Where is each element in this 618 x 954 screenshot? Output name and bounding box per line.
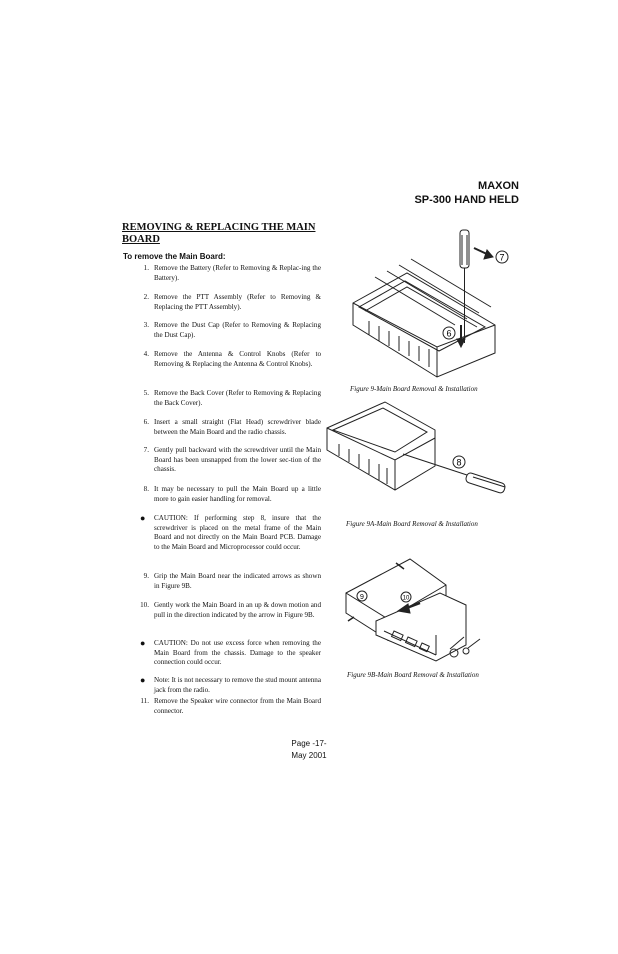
step-text: It may be necessary to pull the Main Board up a little more to gain easier handling for removal. bbox=[154, 485, 321, 503]
step-number: 2. bbox=[143, 293, 149, 301]
step-number: 7. bbox=[143, 446, 149, 454]
figure-9a-drawing bbox=[325, 398, 515, 513]
svg-text:8: 8 bbox=[456, 457, 462, 468]
svg-text:9: 9 bbox=[360, 594, 364, 601]
step-text: Note: It is not necessary to remove the stud mount antenna jack from the radio. bbox=[154, 676, 321, 694]
step-5 bbox=[122, 389, 321, 408]
caution-2 bbox=[122, 639, 321, 668]
figure-9b-drawing bbox=[340, 555, 500, 670]
note bbox=[122, 676, 321, 695]
subheading: To remove the Main Board: bbox=[123, 252, 226, 261]
step-10 bbox=[122, 601, 321, 620]
step-number: 3. bbox=[143, 321, 149, 329]
step-9 bbox=[122, 572, 321, 591]
step-11 bbox=[122, 697, 321, 716]
step-number: 11. bbox=[140, 697, 149, 705]
step-text: Remove the Back Cover (Refer to Removing & Replacing the Back Cover). bbox=[154, 389, 321, 407]
callout-10 bbox=[401, 592, 411, 602]
svg-text:6: 6 bbox=[446, 328, 452, 339]
step-number: 5. bbox=[143, 389, 149, 397]
step-2 bbox=[122, 293, 321, 312]
caution-1 bbox=[122, 514, 321, 552]
bullet-icon: ● bbox=[140, 675, 146, 685]
step-text: Remove the PTT Assembly (Refer to Removing & Replacing the PTT Assembly). bbox=[154, 293, 321, 311]
footer-date: May 2001 bbox=[291, 751, 327, 760]
figure-9a-caption: Figure 9A-Main Board Removal & Installation bbox=[346, 520, 478, 528]
step-7 bbox=[122, 446, 321, 475]
bullet-icon: ● bbox=[140, 638, 146, 648]
step-number: 6. bbox=[143, 418, 149, 426]
callout-6 bbox=[443, 327, 455, 339]
svg-text:10: 10 bbox=[402, 595, 410, 602]
callout-9 bbox=[357, 591, 367, 601]
svg-text:7: 7 bbox=[499, 252, 505, 263]
step-number: 4. bbox=[143, 350, 149, 358]
step-1 bbox=[122, 264, 321, 283]
step-number: 10. bbox=[140, 601, 149, 609]
callout-8 bbox=[453, 456, 465, 468]
footer-page: Page -17- bbox=[291, 739, 327, 748]
step-number: 8. bbox=[143, 485, 149, 493]
header-model: SP-300 HAND HELD bbox=[414, 194, 519, 206]
step-text: Gently pull backward with the screwdriver until the Main Board has been unsnapped from the lower sec-tion of the chassis. bbox=[154, 446, 321, 473]
header-brand: MAXON bbox=[478, 180, 519, 192]
step-text: CAUTION: If performing step 8, insure that the screwdriver is placed on the metal frame of the Main Board and not directly on the Main Board PCB. Damage to the Main Board and Microprocessor could occur. bbox=[154, 514, 321, 551]
step-text: Gently work the Main Board in an up & down motion and pull in the direction indicated by the arrow in Figure 9B. bbox=[154, 601, 321, 619]
step-text: Remove the Speaker wire connector from the Main Board connector. bbox=[154, 697, 321, 715]
bullet-icon: ● bbox=[140, 513, 146, 523]
step-text: Insert a small straight (Flat Head) screwdriver blade between the Main Board and the radio chassis. bbox=[154, 418, 321, 436]
section-title: REMOVING & REPLACING THE MAIN BOARD bbox=[122, 222, 316, 245]
step-text: CAUTION: Do not use excess force when removing the Main Board from the chassis. Damage to the speaker connection could occur. bbox=[154, 639, 321, 666]
step-6 bbox=[122, 418, 321, 437]
step-text: Grip the Main Board near the indicated arrows as shown in Figure 9B. bbox=[154, 572, 321, 590]
callout-7 bbox=[496, 251, 508, 263]
figure-9b-caption: Figure 9B-Main Board Removal & Installation bbox=[347, 671, 479, 679]
step-4 bbox=[122, 350, 321, 369]
step-3 bbox=[122, 321, 321, 340]
step-number: 9. bbox=[143, 572, 149, 580]
step-text: Remove the Dust Cap (Refer to Removing & Replacing the Dust Cap). bbox=[154, 321, 321, 339]
figure-9-drawing bbox=[335, 225, 515, 380]
step-text: Remove the Antenna & Control Knobs (Refer to Removing & Replacing the Antenna & Control Knobs). bbox=[154, 350, 321, 368]
step-text: Remove the Battery (Refer to Removing & Replac-ing the Battery). bbox=[154, 264, 321, 282]
step-8 bbox=[122, 485, 321, 504]
step-number: 1. bbox=[143, 264, 149, 272]
figure-9-caption: Figure 9-Main Board Removal & Installation bbox=[350, 385, 478, 393]
